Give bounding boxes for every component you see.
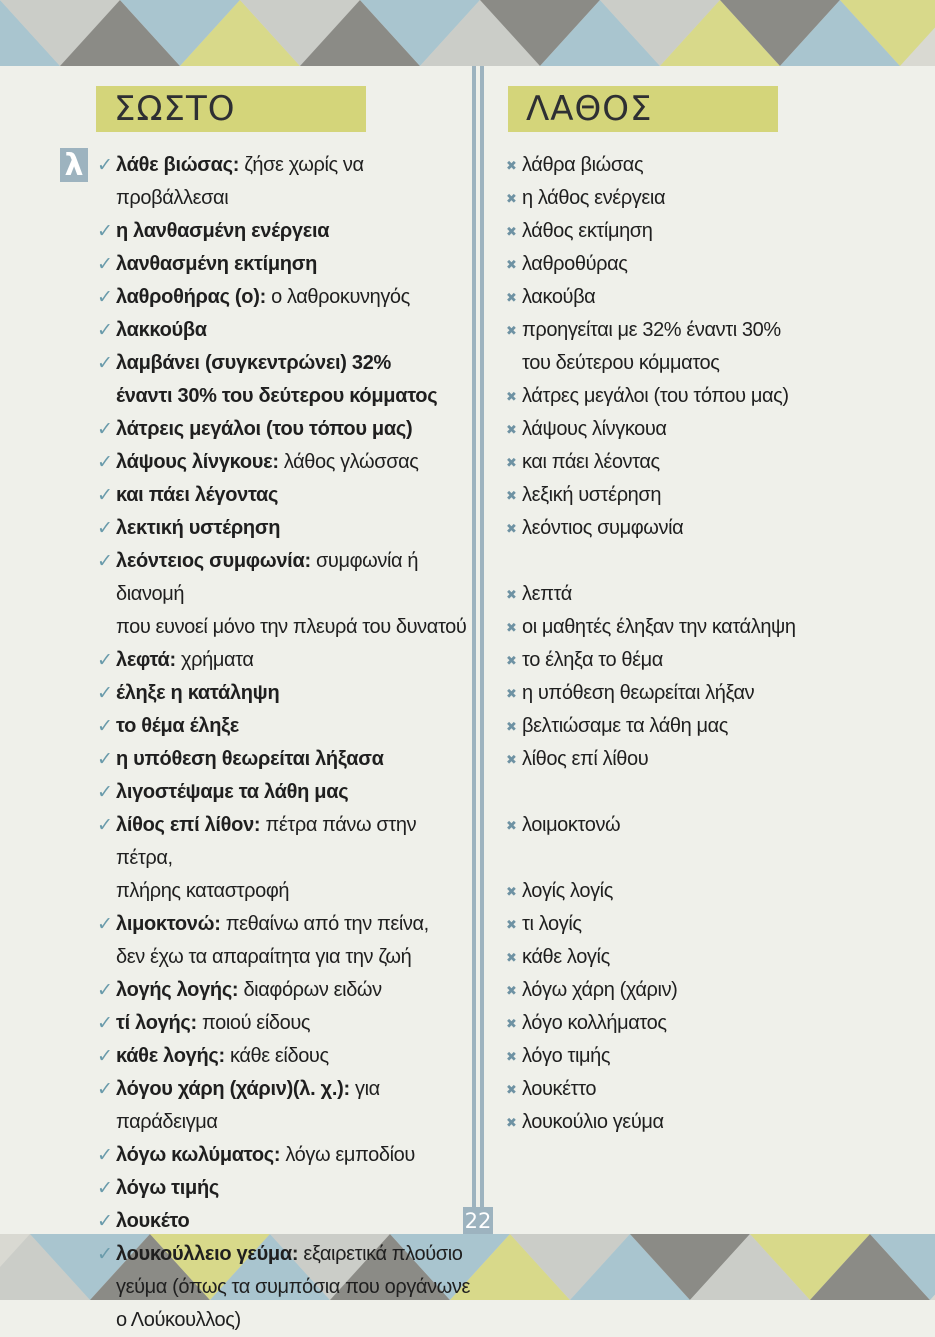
wrong-entry <box>506 149 906 182</box>
correct-entry <box>97 1172 472 1205</box>
check-icon: ✓ <box>97 815 113 836</box>
correct-gloss: χρήματα <box>175 649 254 671</box>
wrong-text: λεπτά <box>522 583 572 605</box>
check-icon: ✓ <box>97 287 113 308</box>
wrong-text: του δεύτερου κόμματος <box>522 352 720 374</box>
correct-entry <box>97 347 472 380</box>
correct-term: λακκούβα <box>116 319 207 341</box>
correct-gloss: για παράδειγμα <box>116 1078 380 1133</box>
cross-icon: ✖ <box>506 818 517 833</box>
wrong-entry <box>506 215 906 248</box>
correct-entry <box>97 479 472 512</box>
correct-entry <box>97 413 472 446</box>
correct-gloss: διαφόρων ειδών <box>238 979 382 1001</box>
cross-icon: ✖ <box>506 389 517 404</box>
correct-entry <box>97 1139 472 1172</box>
correct-list <box>97 149 472 1337</box>
correct-entry <box>97 1007 472 1040</box>
check-icon: ✓ <box>97 1145 113 1166</box>
correct-entry <box>97 281 472 314</box>
correct-term: λάτρεις μεγάλοι (του τόπου μας) <box>116 418 413 440</box>
correct-gloss: ζήσε χωρίς να προβάλλεσαι <box>116 154 364 209</box>
correct-entry <box>97 908 472 941</box>
cross-icon: ✖ <box>506 521 517 536</box>
wrong-entry <box>506 512 906 545</box>
column-divider <box>472 66 484 1234</box>
wrong-list <box>506 149 906 1139</box>
check-icon: ✓ <box>97 353 113 374</box>
cross-icon: ✖ <box>506 620 517 635</box>
wrong-entry <box>506 941 906 974</box>
page-number: 22 <box>464 1208 492 1233</box>
correct-term: λουκέτο <box>116 1210 190 1232</box>
correct-entry <box>97 875 472 908</box>
correct-entry <box>97 512 472 545</box>
cross-icon: ✖ <box>506 290 517 305</box>
check-icon: ✓ <box>97 1244 113 1265</box>
wrong-entry <box>506 875 906 908</box>
correct-entry <box>97 215 472 248</box>
check-icon: ✓ <box>97 518 113 539</box>
correct-entry <box>97 710 472 743</box>
correct-term: λιμοκτονώ: <box>116 913 221 935</box>
correct-term: λεκτική υστέρηση <box>116 517 281 539</box>
wrong-text: λουκούλιο γεύμα <box>522 1111 664 1133</box>
correct-gloss: λόγω εμποδίου <box>280 1144 415 1166</box>
correct-term: λάψους λίνγκουε: <box>116 451 279 473</box>
wrong-entry <box>506 1073 906 1106</box>
correct-entry <box>97 314 472 347</box>
wrong-text: και πάει λέοντας <box>522 451 660 473</box>
check-icon: ✓ <box>97 1178 113 1199</box>
wrong-entry <box>506 710 906 743</box>
wrong-entry <box>506 974 906 1007</box>
wrong-text: λάτρες μεγάλοι (του τόπου μας) <box>522 385 789 407</box>
correct-entry <box>97 1238 472 1271</box>
correct-entry <box>97 1304 472 1337</box>
correct-entry <box>97 545 472 611</box>
correct-term: λεφτά: <box>116 649 176 671</box>
correct-entry <box>97 380 472 413</box>
correct-entry <box>97 644 472 677</box>
wrong-text: λεξική υστέρηση <box>522 484 662 506</box>
correct-gloss: ο Λούκουλλος) <box>116 1309 241 1331</box>
correct-term: λεόντειος συμφωνία: <box>116 550 311 572</box>
correct-term: έναντι 30% του δεύτερου κόμματος <box>116 385 438 407</box>
wrong-entry <box>506 809 906 842</box>
correct-term: λουκούλλειο γεύμα: <box>116 1243 299 1265</box>
correct-entry <box>97 1073 472 1139</box>
check-icon: ✓ <box>97 1079 113 1100</box>
wrong-entry <box>506 1040 906 1073</box>
correct-gloss: γεύμα (όπως τα συμπόσια που οργάνωνε <box>116 1276 471 1298</box>
cross-icon: ✖ <box>506 224 517 239</box>
wrong-text: λαθροθύρας <box>522 253 628 275</box>
correct-term: λίθος επί λίθον: <box>116 814 261 836</box>
cross-icon: ✖ <box>506 1115 517 1130</box>
wrong-entry <box>506 347 906 380</box>
correct-term: λάθε βιώσας: <box>116 154 240 176</box>
wrong-column-heading: ΛΑΘΟΣ <box>508 86 778 132</box>
wrong-entry <box>506 644 906 677</box>
cross-icon: ✖ <box>506 257 517 272</box>
check-icon: ✓ <box>97 1046 113 1067</box>
letter-badge: λ <box>60 148 88 182</box>
correct-gloss: κάθε είδους <box>224 1045 329 1067</box>
wrong-text: λόγω χάρη (χάριν) <box>522 979 678 1001</box>
wrong-entry <box>506 248 906 281</box>
check-icon: ✓ <box>97 980 113 1001</box>
wrong-text: λακούβα <box>522 286 596 308</box>
wrong-text: η λάθος ενέργεια <box>522 187 666 209</box>
correct-entry <box>97 611 472 644</box>
correct-term: έληξε η κατάληψη <box>116 682 280 704</box>
correct-gloss: πεθαίνω από την πείνα, <box>220 913 429 935</box>
cross-icon: ✖ <box>506 1016 517 1031</box>
wrong-text: λάθος εκτίμηση <box>522 220 653 242</box>
cross-icon: ✖ <box>506 983 517 998</box>
correct-term: λαθροθήρας (ο): <box>116 286 266 308</box>
check-icon: ✓ <box>97 221 113 242</box>
wrong-text: λοιμοκτονώ <box>522 814 621 836</box>
cross-icon: ✖ <box>506 1049 517 1064</box>
correct-term: λαμβάνει (συγκεντρώνει) 32% <box>116 352 392 374</box>
correct-term: λόγου χάρη (χάριν)(λ. χ.): <box>116 1078 350 1100</box>
correct-gloss: συμφωνία ή διανομή <box>116 550 419 605</box>
correct-entry <box>97 1271 472 1304</box>
wrong-text: κάθε λογίς <box>522 946 610 968</box>
wrong-text: λουκέττο <box>522 1078 597 1100</box>
correct-gloss: ο λαθροκυνηγός <box>265 286 410 308</box>
check-icon: ✓ <box>97 749 113 770</box>
wrong-text: λόγο κολλήματος <box>522 1012 667 1034</box>
cross-icon: ✖ <box>506 917 517 932</box>
correct-term: λόγω τιμής <box>116 1177 220 1199</box>
cross-icon: ✖ <box>506 422 517 437</box>
wrong-text: λίθος επί λίθου <box>522 748 649 770</box>
correct-entry <box>97 743 472 776</box>
blank-row <box>506 776 906 809</box>
cross-icon: ✖ <box>506 686 517 701</box>
correct-term: η λανθασμένη ενέργεια <box>116 220 330 242</box>
correct-entry <box>97 149 472 215</box>
wrong-entry <box>506 1106 906 1139</box>
check-icon: ✓ <box>97 914 113 935</box>
check-icon: ✓ <box>97 683 113 704</box>
wrong-text: λεόντιος συμφωνία <box>522 517 684 539</box>
correct-gloss: που ευνοεί μόνο την πλευρά του δυνατού <box>116 616 467 638</box>
wrong-text: λόγο τιμής <box>522 1045 611 1067</box>
correct-gloss: πλήρης καταστροφή <box>116 880 290 902</box>
wrong-entry <box>506 479 906 512</box>
correct-gloss: λάθος γλώσσας <box>278 451 419 473</box>
correct-term: κάθε λογής: <box>116 1045 225 1067</box>
cross-icon: ✖ <box>506 653 517 668</box>
wrong-entry <box>506 281 906 314</box>
wrong-text: οι μαθητές έληξαν την κατάληψη <box>522 616 796 638</box>
cross-icon: ✖ <box>506 587 517 602</box>
cross-icon: ✖ <box>506 752 517 767</box>
correct-entry <box>97 941 472 974</box>
correct-term: λανθασμένη εκτίμηση <box>116 253 318 275</box>
correct-entry <box>97 974 472 1007</box>
wrong-entry <box>506 314 906 347</box>
decorative-triangle-band-top <box>0 0 935 66</box>
cross-icon: ✖ <box>506 719 517 734</box>
correct-term: λόγω κωλύματος: <box>116 1144 281 1166</box>
wrong-entry <box>506 182 906 215</box>
correct-entry <box>97 248 472 281</box>
cross-icon: ✖ <box>506 950 517 965</box>
wrong-text: λάθρα βιώσας <box>522 154 644 176</box>
wrong-text: προηγείται με 32% έναντι 30% <box>522 319 781 341</box>
wrong-entry <box>506 908 906 941</box>
correct-entry <box>97 809 472 875</box>
check-icon: ✓ <box>97 782 113 803</box>
correct-entry <box>97 446 472 479</box>
check-icon: ✓ <box>97 452 113 473</box>
wrong-entry <box>506 743 906 776</box>
wrong-entry <box>506 578 906 611</box>
blank-row <box>506 545 906 578</box>
wrong-text: λογίς λογίς <box>522 880 613 902</box>
check-icon: ✓ <box>97 419 113 440</box>
correct-term: η υπόθεση θεωρείται λήξασα <box>116 748 384 770</box>
correct-term: και πάει λέγοντας <box>116 484 279 506</box>
wrong-entry <box>506 1007 906 1040</box>
cross-icon: ✖ <box>506 488 517 503</box>
wrong-entry <box>506 413 906 446</box>
blank-row <box>506 842 906 875</box>
correct-term: το θέμα έληξε <box>116 715 239 737</box>
wrong-entry <box>506 677 906 710</box>
cross-icon: ✖ <box>506 884 517 899</box>
correct-term: λογής λογής: <box>116 979 239 1001</box>
correct-term: λιγοστέψαμε τα λάθη μας <box>116 781 349 803</box>
cross-icon: ✖ <box>506 1082 517 1097</box>
check-icon: ✓ <box>97 716 113 737</box>
correct-entry <box>97 1205 472 1238</box>
wrong-text: λάψους λίνγκουα <box>522 418 667 440</box>
wrong-entry <box>506 380 906 413</box>
check-icon: ✓ <box>97 1013 113 1034</box>
correct-gloss: εξαιρετικά πλούσιο <box>298 1243 463 1265</box>
check-icon: ✓ <box>97 155 113 176</box>
cross-icon: ✖ <box>506 455 517 470</box>
wrong-text: το έληξα το θέμα <box>522 649 663 671</box>
correct-entry <box>97 677 472 710</box>
cross-icon: ✖ <box>506 191 517 206</box>
check-icon: ✓ <box>97 320 113 341</box>
correct-term: τί λογής: <box>116 1012 197 1034</box>
correct-gloss: ποιού είδους <box>196 1012 311 1034</box>
cross-icon: ✖ <box>506 158 517 173</box>
wrong-text: βελτιώσαμε τα λάθη μας <box>522 715 729 737</box>
correct-gloss: πέτρα πάνω στην πέτρα, <box>116 814 417 869</box>
check-icon: ✓ <box>97 650 113 671</box>
cross-icon: ✖ <box>506 323 517 338</box>
check-icon: ✓ <box>97 551 113 572</box>
wrong-entry <box>506 446 906 479</box>
correct-entry <box>97 776 472 809</box>
correct-column-heading: ΣΩΣΤΟ <box>96 86 366 132</box>
wrong-text: τι λογίς <box>522 913 582 935</box>
wrong-text: η υπόθεση θεωρείται λήξαν <box>522 682 755 704</box>
correct-entry <box>97 1040 472 1073</box>
check-icon: ✓ <box>97 254 113 275</box>
check-icon: ✓ <box>97 1211 113 1232</box>
wrong-entry <box>506 611 906 644</box>
check-icon: ✓ <box>97 485 113 506</box>
correct-gloss: δεν έχω τα απαραίτητα για την ζωή <box>116 946 412 968</box>
